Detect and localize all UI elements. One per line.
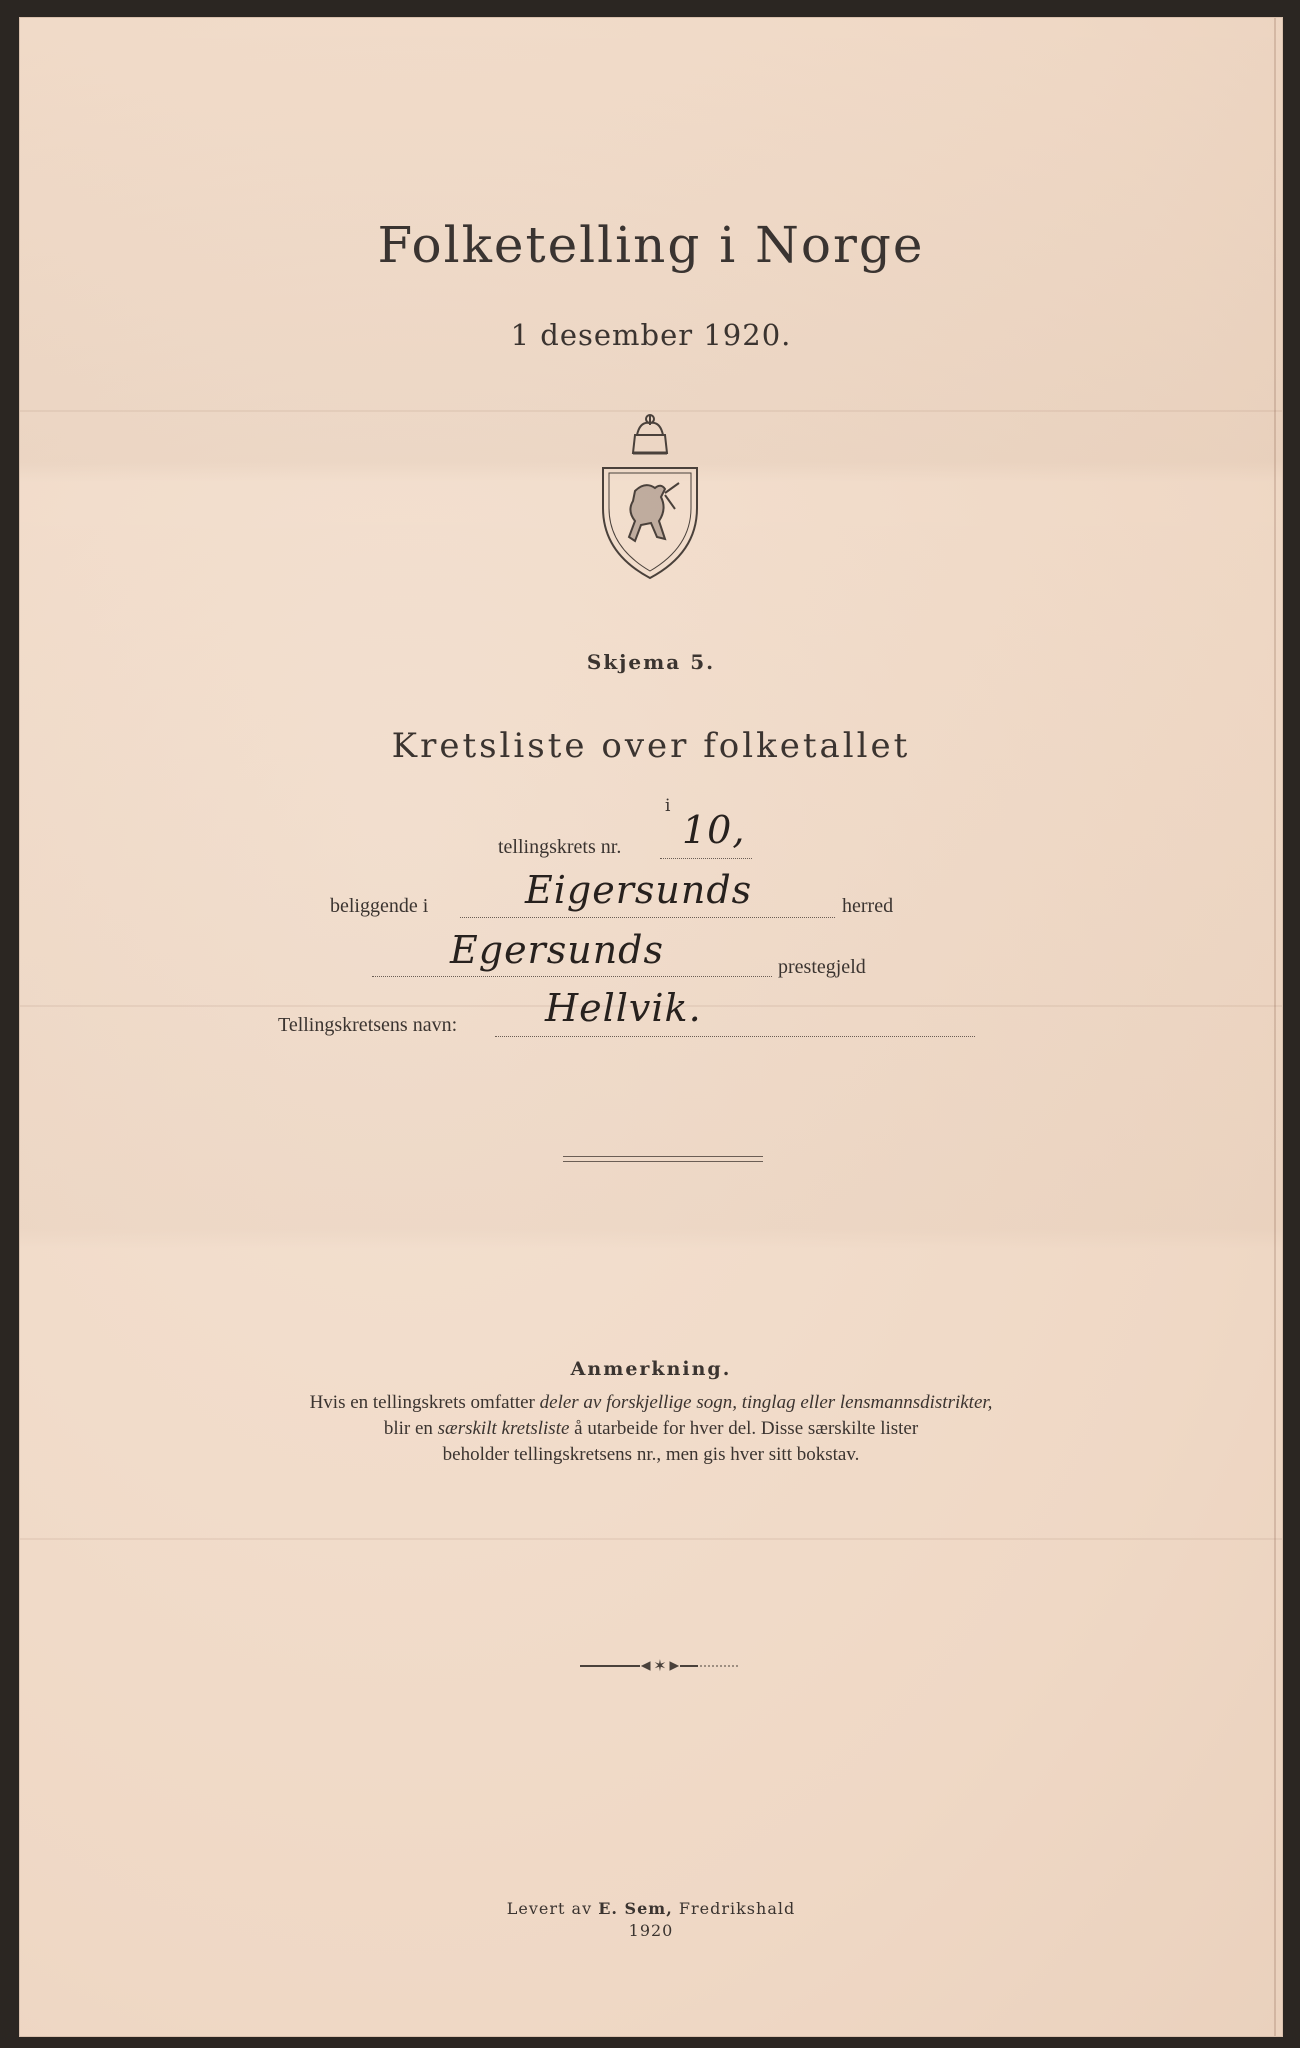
krets-value: 10,	[682, 808, 746, 852]
document-title: Folketelling i Norge	[377, 216, 925, 274]
printer-year: 1920	[628, 1921, 674, 1940]
krets-label: tellingskrets nr.	[498, 836, 622, 858]
navn-label: Tellingskretsens navn:	[278, 1014, 458, 1036]
printer-prefix: Levert av	[506, 1899, 599, 1918]
note-line-1-plain: Hvis en tellingskrets omfatter	[309, 1392, 540, 1413]
navn-dotted-line	[495, 1036, 975, 1037]
svg-text:✶: ✶	[653, 1656, 667, 1675]
note-line-1	[20, 1390, 1282, 1416]
ornament-divider-icon	[580, 1656, 740, 1676]
coat-of-arms-icon	[595, 413, 705, 583]
note-line-2-rest: å utarbeide for hver del. Disse særskilte lister	[569, 1418, 919, 1439]
form-heading: Kretsliste over folketallet	[391, 726, 911, 766]
note-line-3: beholder tellingskretsens nr., men gis hver sitt bokstav.	[442, 1444, 860, 1465]
note-line-2	[20, 1416, 1282, 1442]
printer-location: Fredrikshald	[672, 1899, 796, 1918]
herred-suffix: herred	[842, 895, 894, 917]
document-date: 1 desember 1920.	[510, 318, 792, 352]
herred-value: Eigersunds	[525, 868, 753, 912]
note-line-2-italic: særskilt kretsliste	[437, 1418, 570, 1439]
paper-fold	[20, 410, 1282, 412]
note-text	[20, 1390, 1282, 1468]
paper-fold	[20, 1538, 1282, 1540]
printer-line	[20, 1898, 1282, 1920]
double-rule-divider	[563, 1156, 763, 1162]
prestegjeld-suffix: prestegjeld	[778, 956, 866, 978]
note-line-1-italic: deler av forskjellige sogn, tinglag eller lensmannsdistrikter,	[539, 1392, 993, 1413]
herred-prefix: beliggende i	[330, 895, 429, 917]
prestegjeld-dotted-line	[372, 976, 772, 977]
census-form-page	[20, 18, 1282, 2036]
herred-dotted-line	[460, 917, 835, 918]
navn-value: Hellvik.	[545, 986, 702, 1030]
note-heading: Anmerkning.	[570, 1358, 732, 1380]
schema-number: Skjema 5.	[586, 650, 716, 674]
note-line-2-plain: blir en	[383, 1418, 438, 1439]
printer-imprint	[20, 1898, 1282, 1942]
krets-dotted-line	[660, 858, 752, 859]
preposition-text: i	[665, 796, 671, 816]
prestegjeld-value: Egersunds	[450, 928, 664, 972]
printer-name: E. Sem,	[598, 1899, 673, 1918]
